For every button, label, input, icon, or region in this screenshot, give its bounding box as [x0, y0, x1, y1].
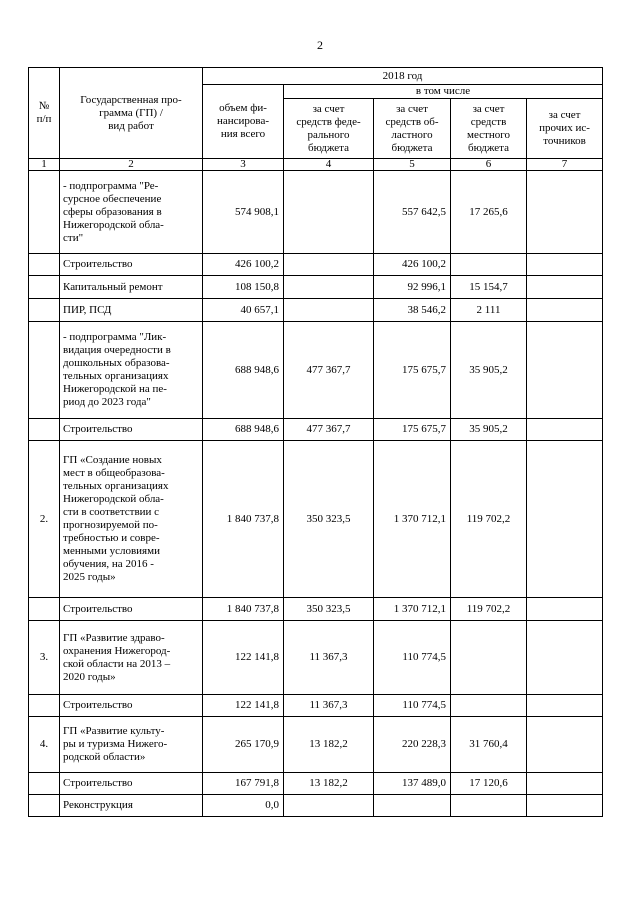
cell-local	[451, 254, 527, 276]
cell-total: 1 840 737,8	[203, 441, 284, 598]
cell-row-number	[29, 276, 60, 299]
cell-other	[527, 441, 603, 598]
cell-row-number: 3.	[29, 621, 60, 695]
table-row	[29, 598, 603, 621]
cell-row-number	[29, 322, 60, 419]
cell-local: 35 905,2	[451, 419, 527, 441]
cell-federal: 13 182,2	[284, 717, 374, 773]
cell-total: 265 170,9	[203, 717, 284, 773]
cell-total: 426 100,2	[203, 254, 284, 276]
cell-federal	[284, 276, 374, 299]
column-number: 4	[284, 159, 374, 171]
cell-total: 122 141,8	[203, 621, 284, 695]
table-row	[29, 171, 603, 254]
cell-program-name: Строительство	[60, 598, 203, 621]
cell-local: 17 120,6	[451, 773, 527, 795]
cell-other	[527, 171, 603, 254]
table-row	[29, 419, 603, 441]
cell-other	[527, 717, 603, 773]
table-row	[29, 441, 603, 598]
column-number: 1	[29, 159, 60, 171]
cell-regional: 92 996,1	[374, 276, 451, 299]
cell-total: 108 150,8	[203, 276, 284, 299]
cell-row-number	[29, 795, 60, 817]
cell-local: 17 265,6	[451, 171, 527, 254]
column-number: 6	[451, 159, 527, 171]
cell-program-name: ГП «Создание новых мест в общеобразова- тельных организациях Нижегородской обла- сти в соответствии с прогнозируемой по- требностью и совре- менными условиями обучения, на 2016 - 2025 годы»	[60, 441, 203, 598]
cell-federal: 350 323,5	[284, 598, 374, 621]
cell-regional: 1 370 712,1	[374, 441, 451, 598]
cell-other	[527, 695, 603, 717]
page-number: 2	[317, 38, 323, 52]
cell-regional: 426 100,2	[374, 254, 451, 276]
header-col-program: Государственная про- грамма (ГП) / вид работ	[60, 68, 203, 159]
header-local: за счет средств местного бюджета	[451, 99, 527, 159]
table-row	[29, 254, 603, 276]
cell-total: 0,0	[203, 795, 284, 817]
cell-other	[527, 254, 603, 276]
cell-local	[451, 795, 527, 817]
cell-program-name: Строительство	[60, 773, 203, 795]
cell-local: 35 905,2	[451, 322, 527, 419]
cell-regional: 110 774,5	[374, 695, 451, 717]
cell-other	[527, 773, 603, 795]
table-row	[29, 795, 603, 817]
cell-local: 15 154,7	[451, 276, 527, 299]
header-col-no: № п/п	[29, 68, 60, 159]
header-year: 2018 год	[203, 68, 603, 85]
cell-regional: 1 370 712,1	[374, 598, 451, 621]
cell-total: 167 791,8	[203, 773, 284, 795]
cell-federal: 13 182,2	[284, 773, 374, 795]
cell-total: 122 141,8	[203, 695, 284, 717]
cell-federal: 350 323,5	[284, 441, 374, 598]
header-total: объем фи- нансирова- ния всего	[203, 85, 284, 159]
cell-total: 688 948,6	[203, 322, 284, 419]
cell-row-number	[29, 695, 60, 717]
table-row	[29, 621, 603, 695]
cell-row-number	[29, 773, 60, 795]
cell-local: 119 702,2	[451, 598, 527, 621]
cell-row-number: 2.	[29, 441, 60, 598]
table-row	[29, 322, 603, 419]
cell-row-number	[29, 598, 60, 621]
cell-program-name: - подпрограмма "Лик- видация очередности в дошкольных образова- тельных организациях Нижегородской на пе- риод до 2023 года"	[60, 322, 203, 419]
cell-federal: 11 367,3	[284, 621, 374, 695]
table-row	[29, 773, 603, 795]
cell-local	[451, 621, 527, 695]
cell-row-number	[29, 254, 60, 276]
cell-federal: 477 367,7	[284, 322, 374, 419]
cell-program-name: Реконструкция	[60, 795, 203, 817]
cell-row-number	[29, 419, 60, 441]
cell-row-number: 4.	[29, 717, 60, 773]
cell-other	[527, 299, 603, 322]
column-number: 5	[374, 159, 451, 171]
column-number: 3	[203, 159, 284, 171]
table-row	[29, 299, 603, 322]
cell-program-name: - подпрограмма "Ре- сурсное обеспечение сферы образования в Нижегородской обла- сти"	[60, 171, 203, 254]
cell-other	[527, 322, 603, 419]
financing-table	[28, 67, 603, 817]
cell-regional: 38 546,2	[374, 299, 451, 322]
cell-federal	[284, 795, 374, 817]
table-row	[29, 276, 603, 299]
cell-federal	[284, 171, 374, 254]
header-including: в том числе	[284, 85, 603, 99]
cell-regional	[374, 795, 451, 817]
cell-regional: 110 774,5	[374, 621, 451, 695]
cell-regional: 175 675,7	[374, 322, 451, 419]
cell-other	[527, 795, 603, 817]
cell-other	[527, 276, 603, 299]
cell-local: 31 760,4	[451, 717, 527, 773]
cell-program-name: ПИР, ПСД	[60, 299, 203, 322]
cell-regional: 137 489,0	[374, 773, 451, 795]
cell-total: 574 908,1	[203, 171, 284, 254]
cell-federal: 11 367,3	[284, 695, 374, 717]
cell-local: 2 111	[451, 299, 527, 322]
cell-program-name: ГП «Развитие культу- ры и туризма Нижего- родской области»	[60, 717, 203, 773]
cell-other	[527, 598, 603, 621]
cell-program-name: Строительство	[60, 695, 203, 717]
column-number: 7	[527, 159, 603, 171]
cell-program-name: ГП «Развитие здраво- охранения Нижегород- ской области на 2013 – 2020 годы»	[60, 621, 203, 695]
cell-federal: 477 367,7	[284, 419, 374, 441]
column-number: 2	[60, 159, 203, 171]
header-other: за счет прочих ис- точников	[527, 99, 603, 159]
cell-program-name: Строительство	[60, 254, 203, 276]
cell-regional: 557 642,5	[374, 171, 451, 254]
header-regional: за счет средств об- ластного бюджета	[374, 99, 451, 159]
cell-federal	[284, 299, 374, 322]
cell-local	[451, 695, 527, 717]
cell-total: 688 948,6	[203, 419, 284, 441]
cell-federal	[284, 254, 374, 276]
cell-program-name: Строительство	[60, 419, 203, 441]
cell-other	[527, 621, 603, 695]
cell-total: 1 840 737,8	[203, 598, 284, 621]
cell-regional: 175 675,7	[374, 419, 451, 441]
column-number-row	[29, 159, 603, 171]
cell-other	[527, 419, 603, 441]
header-federal: за счет средств феде- рального бюджета	[284, 99, 374, 159]
cell-program-name: Капитальный ремонт	[60, 276, 203, 299]
cell-row-number	[29, 299, 60, 322]
cell-row-number	[29, 171, 60, 254]
table-row	[29, 717, 603, 773]
cell-regional: 220 228,3	[374, 717, 451, 773]
cell-local: 119 702,2	[451, 441, 527, 598]
cell-total: 40 657,1	[203, 299, 284, 322]
table-row	[29, 695, 603, 717]
